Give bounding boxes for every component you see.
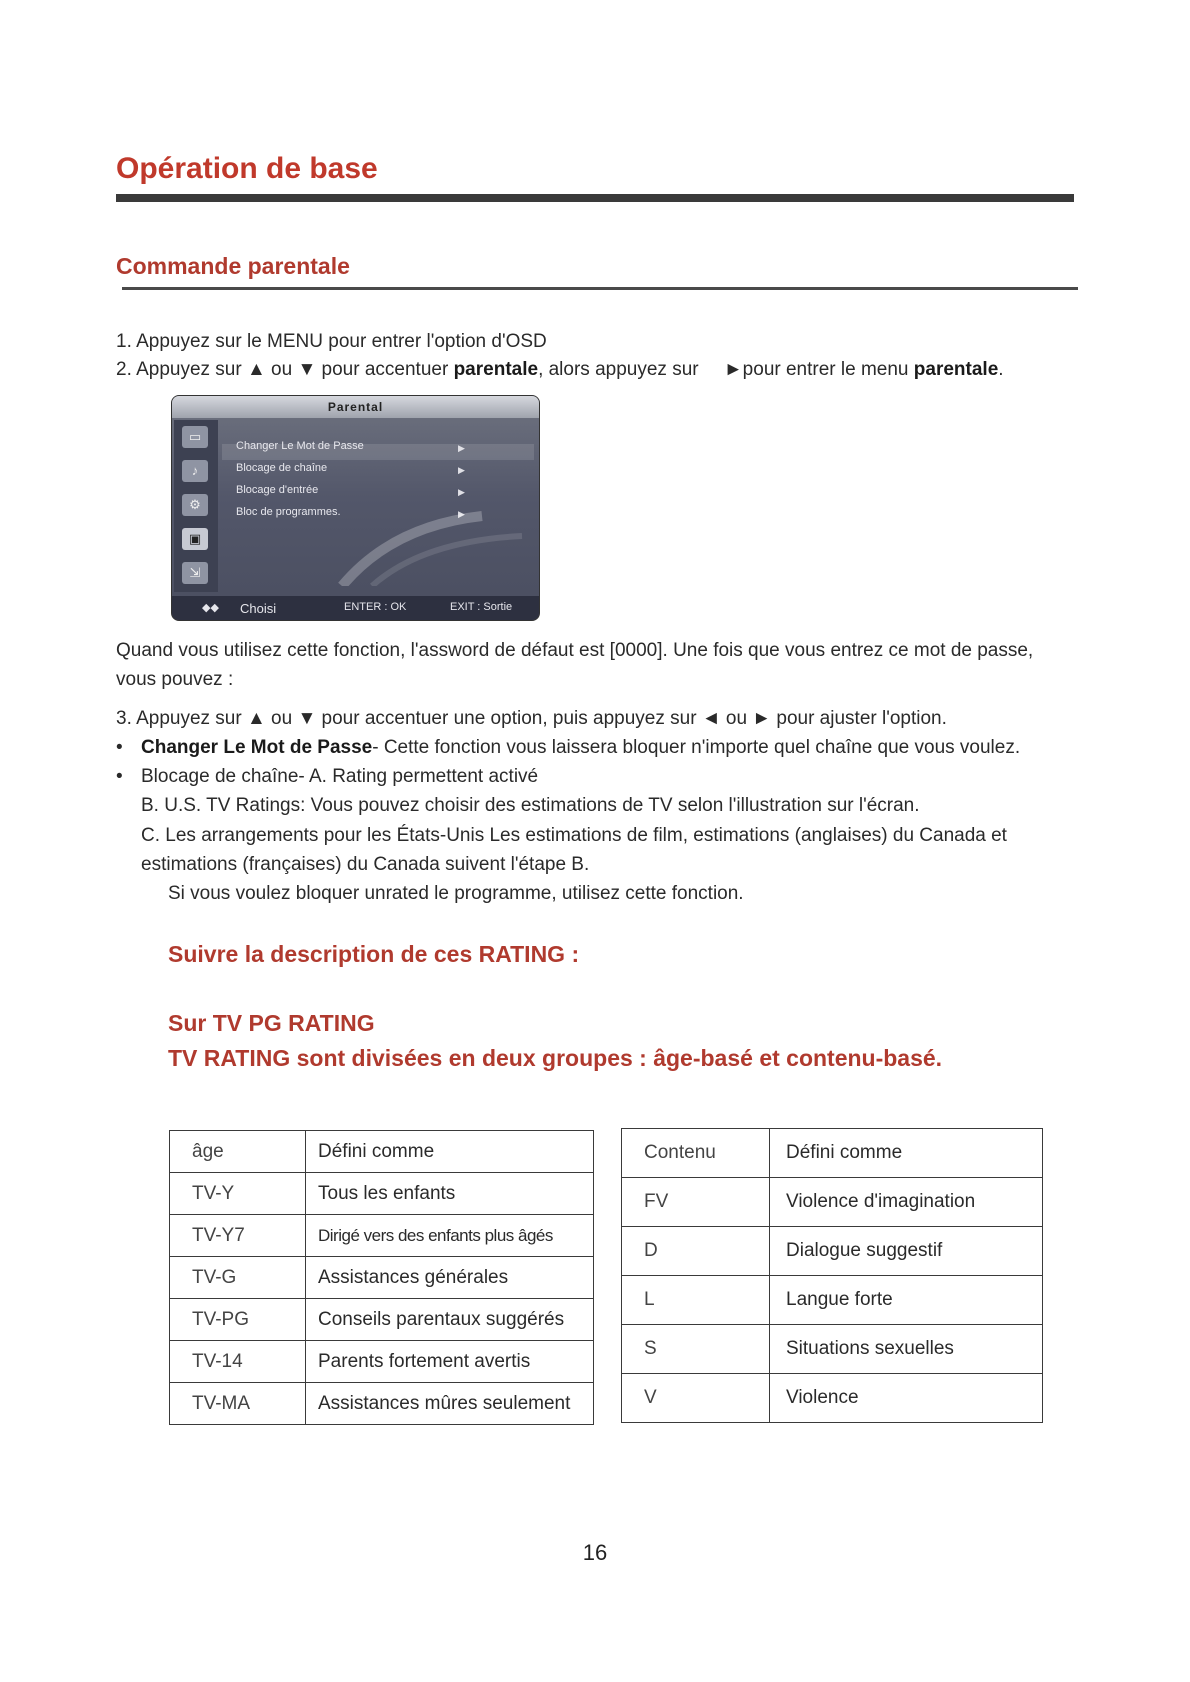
follow-heading: Suivre la description de ces RATING : [168,941,580,967]
table-header-cell: Contenu [622,1129,770,1178]
step-1: 1. Appuyez sur le MENU pour entrer l'option d'OSD [116,331,547,352]
table-cell: Situations sexuelles [770,1325,1043,1374]
title-rule [116,194,1074,202]
line-d: Si vous voulez bloquer unrated le programme, utilisez cette fonction. [168,883,744,904]
table-cell: V [622,1374,770,1423]
table-cell: Parents fortement avertis [306,1341,594,1383]
arrow-right-icon: ▶ [458,465,465,475]
line-b: B. U.S. TV Ratings: Vous pouvez choisir des estimations de TV selon l'illustration sur l'écran. [141,795,920,816]
table-cell: Assistances générales [306,1257,594,1299]
table-cell: Tous les enfants [306,1173,594,1215]
tvpg-heading: Sur TV PG RATING [168,1010,375,1036]
settings-icon: ⚙ [182,494,208,516]
osd-title: Parental [172,396,539,418]
table-cell: Violence [770,1374,1043,1423]
step-3: 3. Appuyez sur ▲ ou ▼ pour accentuer une option, puis appuyez sur ◄ ou ► pour ajuster l'option. [116,708,947,729]
osd-footer-enter: ENTER : OK [344,601,407,613]
arrow-right-icon: ▶ [458,509,465,519]
osd-background-graphic [222,506,532,586]
updown-icon: ◆◆ [202,602,219,614]
bullet-dot: • [116,766,123,787]
table-header-cell: Défini comme [770,1129,1043,1178]
table-header-cell: Défini comme [306,1131,594,1173]
table-row [170,1341,594,1383]
osd-footer [172,596,539,620]
step-2-text-a: 2. Appuyez sur ▲ ou ▼ pour accentuer [116,359,454,380]
table-cell: TV-Y7 [170,1215,306,1257]
table-row [170,1215,594,1257]
bullet-1-bold: Changer Le Mot de Passe [141,737,373,758]
osd-item-channel-block: Blocage de chaîne [236,462,328,474]
page-title: Opération de base [116,152,378,185]
table-cell: TV-MA [170,1383,306,1425]
table-cell: D [622,1227,770,1276]
table-cell: Violence d'imagination [770,1178,1043,1227]
table-cell: Assistances mûres seulement [306,1383,594,1425]
table-row [622,1374,1043,1423]
osd-item-input-block: Blocage d'entrée [236,484,319,496]
step-2 [116,356,1004,384]
osd-parental-menu [171,395,540,621]
table-cell: Conseils parentaux suggérés [306,1299,594,1341]
table-row [622,1227,1043,1276]
bullet-change-password [116,734,1021,762]
osd-footer-nav: Choisi [240,601,277,616]
table-row [170,1383,594,1425]
table-row [170,1173,594,1215]
table-cell: Dirigé vers des enfants plus âgés [306,1215,594,1257]
bullet-2-text: Blocage de chaîne- A. Rating permettent activé [141,766,539,787]
bullet-dot: • [116,737,123,758]
table-cell: TV-PG [170,1299,306,1341]
table-cell: L [622,1276,770,1325]
line-c: C. Les arrangements pour les États-Unis Les estimations de film, estimations (anglaises) du Canada et estimations (françaises) du Canada suivent l'étape B. [141,825,1007,875]
table-row [622,1276,1043,1325]
page-number: 16 [582,1540,608,1565]
step-2-bold-a: parentale [453,359,539,380]
osd-item-password: Changer Le Mot de Passe [236,440,364,452]
step-2-text-c: ►pour entrer le menu [723,359,914,380]
table-header-cell: âge [170,1131,306,1173]
step-2-bold-b: parentale [913,359,999,380]
osd-sidebar [174,420,218,592]
step-2-text-b: , alors appuyez sur [538,359,704,380]
intro-paragraph: Quand vous utilisez cette fonction, l'assword de défaut est [0000]. Une fois que vous entrez ce mot de passe, vous pouvez : [116,640,1034,690]
bullet-1-text: - Cette fonction vous laissera bloquer n'importe quel chaîne que vous voulez. [372,737,1021,758]
table-header-row [170,1131,594,1173]
table-cell: Langue forte [770,1276,1043,1325]
picture-icon: ▭ [182,426,208,448]
table-row [622,1178,1043,1227]
table-row [170,1257,594,1299]
table-row [170,1299,594,1341]
osd-footer-exit: EXIT : Sortie [450,601,513,613]
table-header-row [622,1129,1043,1178]
arrow-right-icon: ▶ [458,443,465,453]
table-row [622,1325,1043,1374]
lock-icon: ▣ [182,528,208,550]
section-rule [122,287,1078,290]
content-rating-table [621,1128,1043,1423]
table-cell: TV-G [170,1257,306,1299]
bullet-channel-block [116,763,539,791]
input-icon: ⇲ [182,562,208,584]
table-cell: FV [622,1178,770,1227]
section-title: Commande parentale [116,253,350,279]
groups-heading: TV RATING sont divisées en deux groupes : âge-basé et contenu-basé. [168,1045,943,1071]
age-rating-table [169,1130,594,1425]
table-cell: TV-14 [170,1341,306,1383]
step-2-text-d: . [998,359,1004,380]
osd-item-program-block: Bloc de programmes. [236,506,341,518]
table-cell: Dialogue suggestif [770,1227,1043,1276]
arrow-right-icon: ▶ [458,487,465,497]
table-cell: S [622,1325,770,1374]
sound-icon: ♪ [182,460,208,482]
table-cell: TV-Y [170,1173,306,1215]
